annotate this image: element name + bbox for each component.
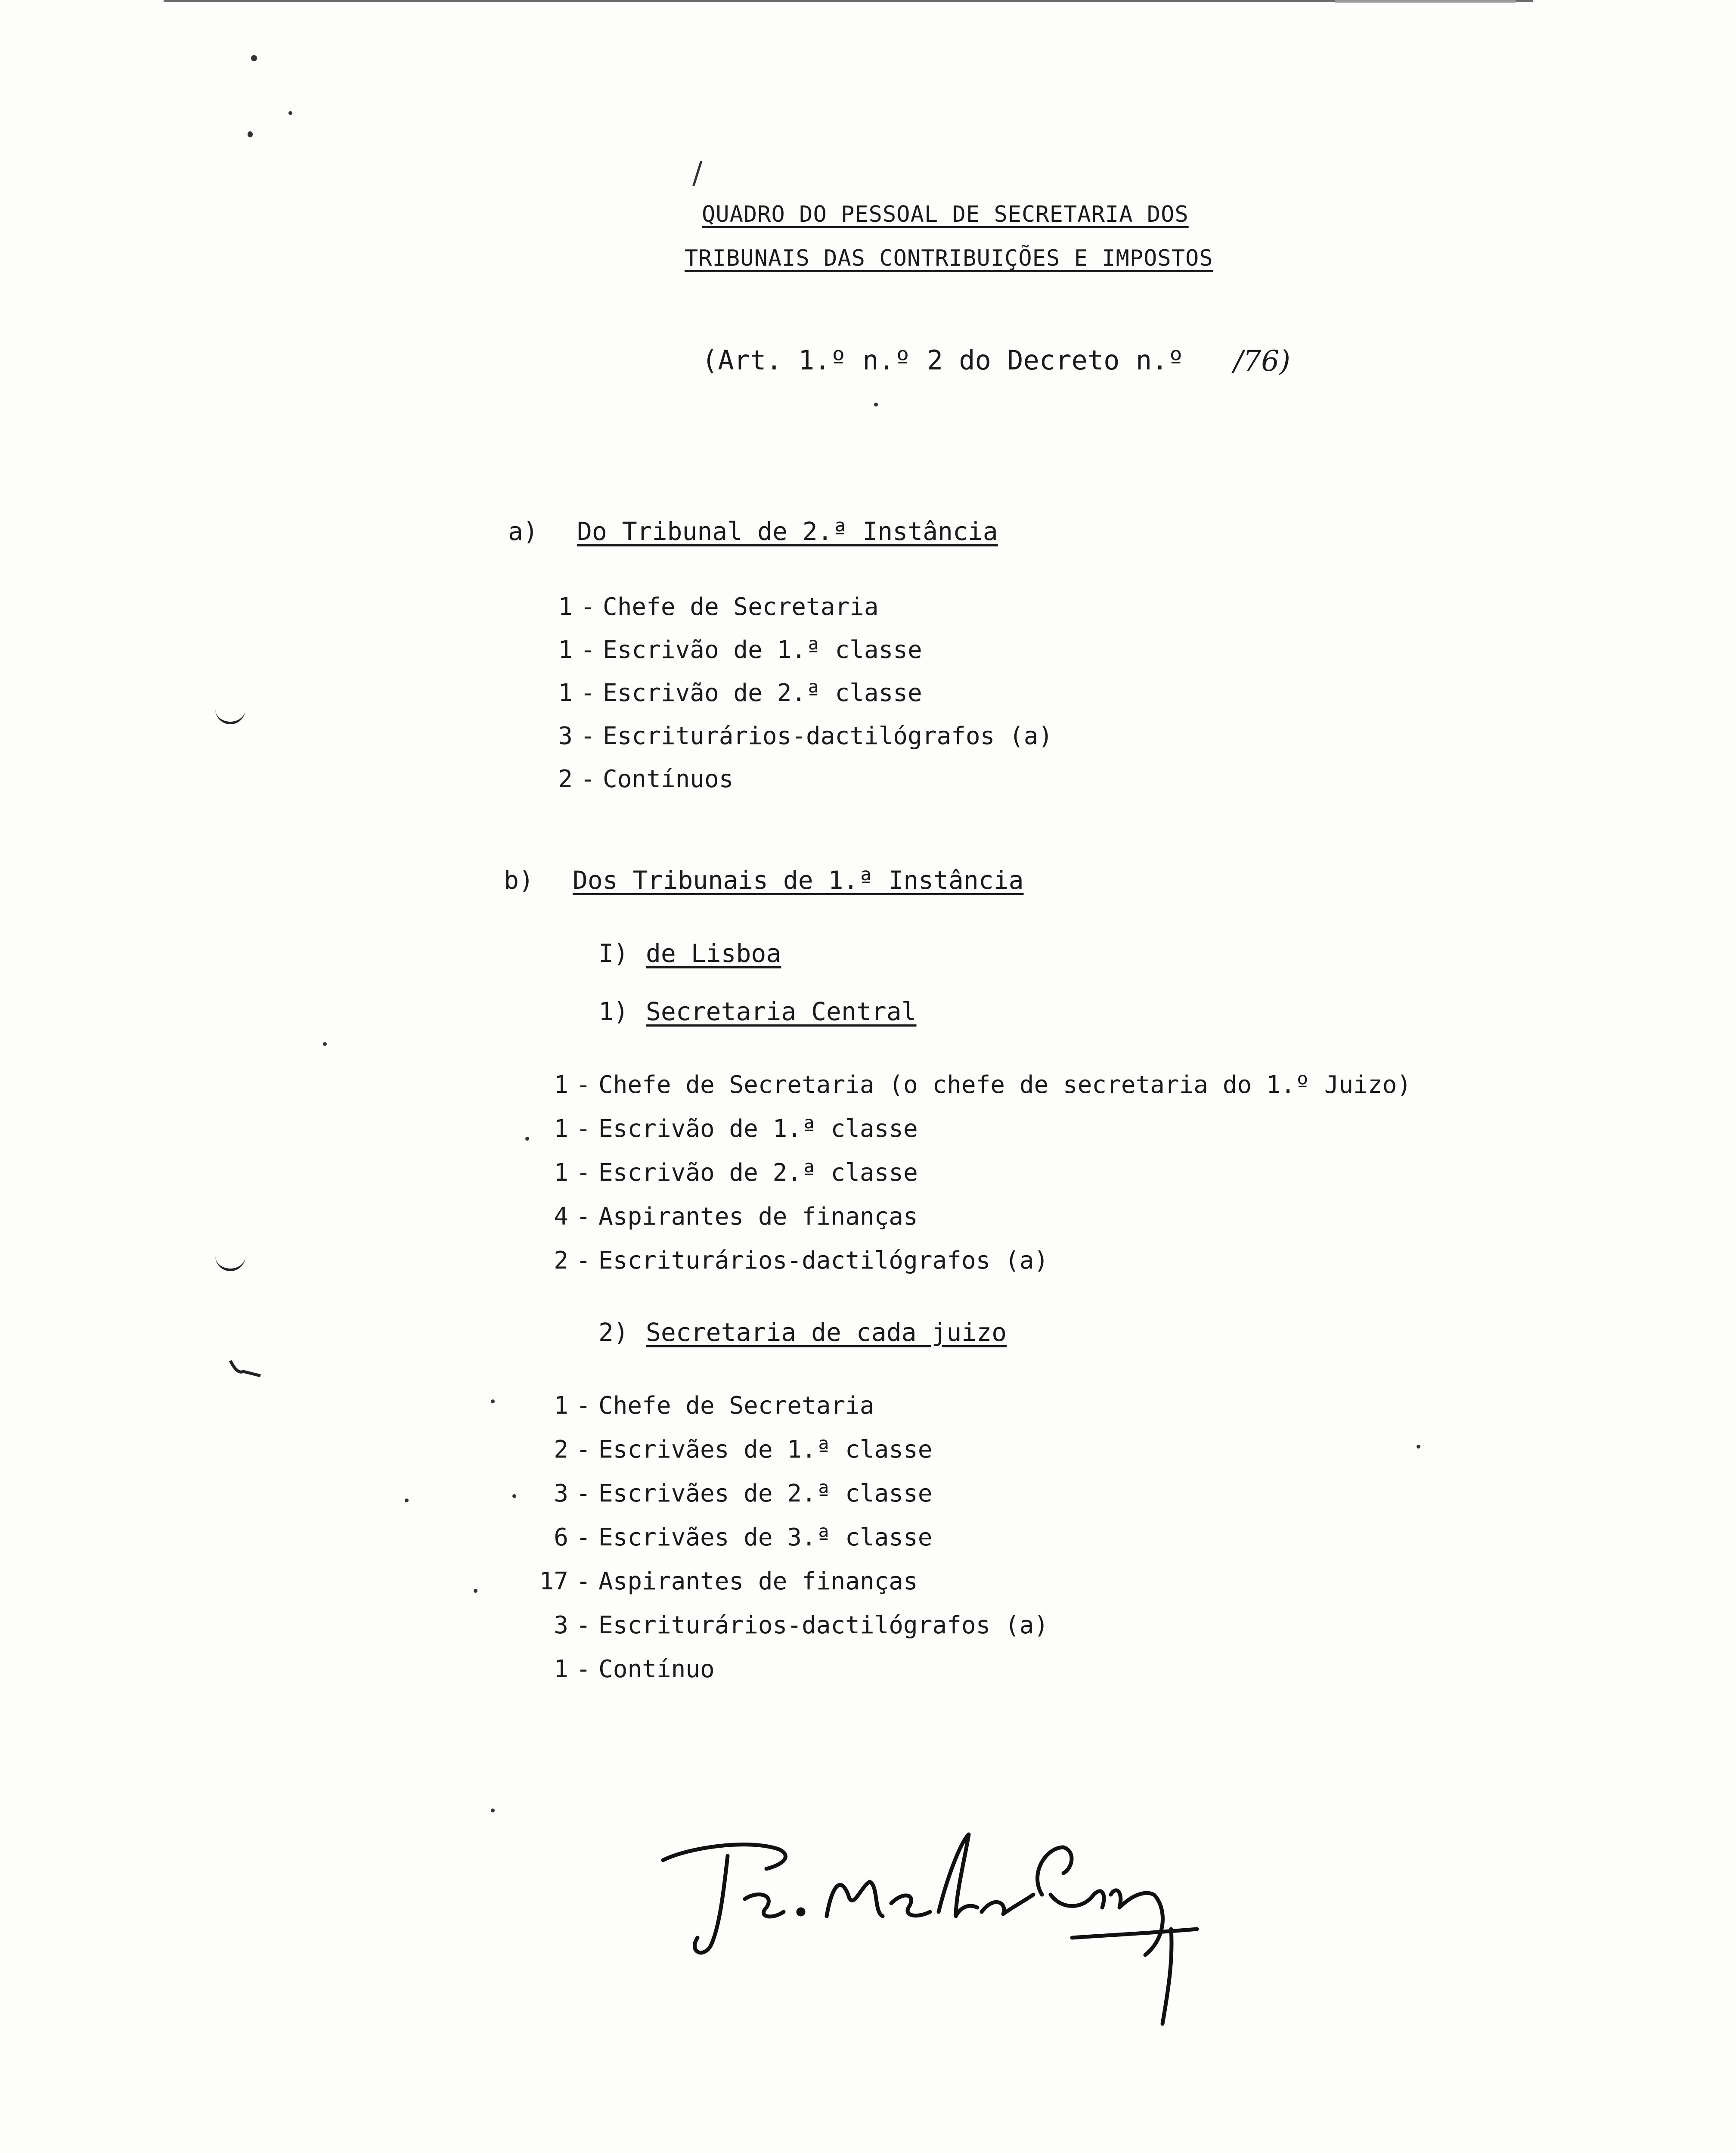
subsection-central-heading (598, 997, 917, 1026)
scan-speck (874, 403, 878, 406)
item-dash: - (576, 1115, 591, 1143)
item-quantity: 1 (554, 1392, 568, 1420)
item-label: Escriturários-dactilógrafos (a) (603, 722, 1053, 750)
item-dash: - (576, 1655, 591, 1683)
list-item (538, 1477, 932, 1511)
document-title-line-1: QUADRO DO PESSOAL DE SECRETARIA DOS (702, 202, 1189, 227)
item-quantity: 2 (554, 1436, 568, 1464)
item-label: Escrivão de 2.ª classe (598, 1159, 918, 1187)
item-label: Chefe de Secretaria (603, 593, 879, 621)
item-dash: - (576, 1392, 591, 1420)
subsection-juizo-label: 2) (598, 1318, 629, 1347)
item-label: Contínuo (598, 1655, 715, 1683)
item-dash: - (576, 1611, 591, 1639)
item-label: Escrivão de 1.ª classe (598, 1115, 918, 1143)
item-dash: - (580, 679, 595, 707)
item-quantity: 1 (558, 636, 573, 664)
item-quantity: 3 (558, 722, 573, 750)
item-dash: - (580, 722, 595, 750)
list-item (538, 1112, 918, 1146)
item-quantity: 1 (554, 1115, 568, 1143)
list-item (542, 633, 922, 667)
handwritten-signature (637, 1809, 1223, 2032)
item-quantity: 6 (554, 1523, 568, 1551)
section-b-letter: b) (504, 866, 534, 895)
section-b-heading (504, 866, 1024, 895)
list-item (542, 590, 879, 624)
item-quantity: 3 (554, 1611, 568, 1639)
item-label: Chefe de Secretaria (598, 1392, 874, 1420)
subsection-central-title: Secretaria Central (646, 997, 917, 1026)
list-item (538, 1389, 874, 1423)
item-label: Escriturários-dactilógrafos (a) (598, 1247, 1049, 1275)
item-quantity: 2 (558, 765, 573, 793)
punch-hole-mark (215, 706, 245, 724)
scan-speck (512, 1494, 516, 1498)
subsection-central-label: 1) (598, 997, 629, 1026)
item-label: Escriturários-dactilógrafos (a) (598, 1611, 1049, 1639)
scan-speck (288, 111, 292, 115)
item-dash: - (580, 765, 595, 793)
list-item (538, 1608, 1048, 1643)
list-item (538, 1156, 918, 1190)
item-dash: - (576, 1203, 591, 1231)
list-item (538, 1564, 918, 1599)
scan-speck (251, 55, 257, 61)
subsection-lisboa-title: de Lisboa (646, 939, 781, 968)
item-quantity: 3 (554, 1480, 568, 1508)
item-dash: - (576, 1436, 591, 1464)
item-quantity: 1 (554, 1159, 568, 1187)
list-item (538, 1244, 1048, 1278)
document-title-line-2: TRIBUNAIS DAS CONTRIBUIÇÕES E IMPOSTOS (685, 245, 1213, 271)
item-label: Escrivães de 3.ª classe (598, 1523, 933, 1551)
item-label: Escrivão de 1.ª classe (603, 636, 922, 664)
item-label: Escrivães de 2.ª classe (598, 1480, 933, 1508)
list-item (542, 762, 733, 797)
list-item (538, 1652, 715, 1687)
scan-edge-line (164, 0, 1533, 2)
list-item (538, 1433, 932, 1467)
list-item (538, 1520, 932, 1555)
list-item (542, 676, 922, 710)
decree-reference-text: (Art. 1.º n.º 2 do Decreto n.º (702, 344, 1184, 376)
item-label: Aspirantes de finanças (598, 1567, 918, 1595)
scan-speck (491, 1399, 495, 1403)
scan-speck (405, 1498, 409, 1502)
scan-speck (491, 1809, 495, 1812)
scan-speck (525, 1137, 529, 1141)
list-item (538, 1068, 1411, 1102)
item-quantity: 17 (539, 1567, 568, 1595)
scan-speck (1417, 1445, 1420, 1449)
item-quantity: 1 (558, 593, 573, 621)
scan-speck (248, 131, 253, 137)
punch-hole-mark (215, 1253, 245, 1271)
subsection-lisboa-label: I) (598, 939, 629, 968)
slash-mark: / (692, 155, 703, 190)
item-dash: - (576, 1480, 591, 1508)
item-label: Contínuos (603, 765, 734, 793)
section-a-letter: a) (508, 517, 538, 546)
item-dash: - (576, 1071, 591, 1099)
item-quantity: 1 (558, 679, 573, 707)
subsection-juizo-title: Secretaria de cada juizo (646, 1318, 1007, 1347)
item-dash: - (576, 1523, 591, 1551)
decree-reference-year: /76) (1234, 344, 1290, 378)
item-label: Aspirantes de finanças (598, 1203, 918, 1231)
item-dash: - (580, 636, 595, 664)
section-b-title: Dos Tribunais de 1.ª Instância (573, 866, 1024, 895)
item-quantity: 2 (554, 1247, 568, 1275)
list-item (542, 719, 1053, 754)
item-dash: - (576, 1159, 591, 1187)
scan-speck (474, 1589, 477, 1593)
item-dash: - (580, 593, 595, 621)
item-label: Escrivão de 2.ª classe (603, 679, 922, 707)
scan-edge-line (1335, 0, 1516, 3)
scan-mark (226, 1356, 265, 1382)
item-label: Escrivães de 1.ª classe (598, 1436, 933, 1464)
item-dash: - (576, 1567, 591, 1595)
item-quantity: 1 (554, 1071, 568, 1099)
item-dash: - (576, 1247, 591, 1275)
subsection-juizo-heading (598, 1318, 1007, 1347)
scan-speck (323, 1042, 327, 1046)
section-a-title: Do Tribunal de 2.ª Instância (577, 517, 998, 546)
section-a-heading (508, 517, 998, 546)
item-label: Chefe de Secretaria (o chefe de secretaria do 1.º Juizo) (598, 1071, 1412, 1099)
item-quantity: 1 (554, 1655, 568, 1683)
list-item (538, 1200, 918, 1234)
decree-reference (702, 344, 1290, 378)
item-quantity: 4 (554, 1203, 568, 1231)
subsection-lisboa-heading (598, 939, 781, 968)
